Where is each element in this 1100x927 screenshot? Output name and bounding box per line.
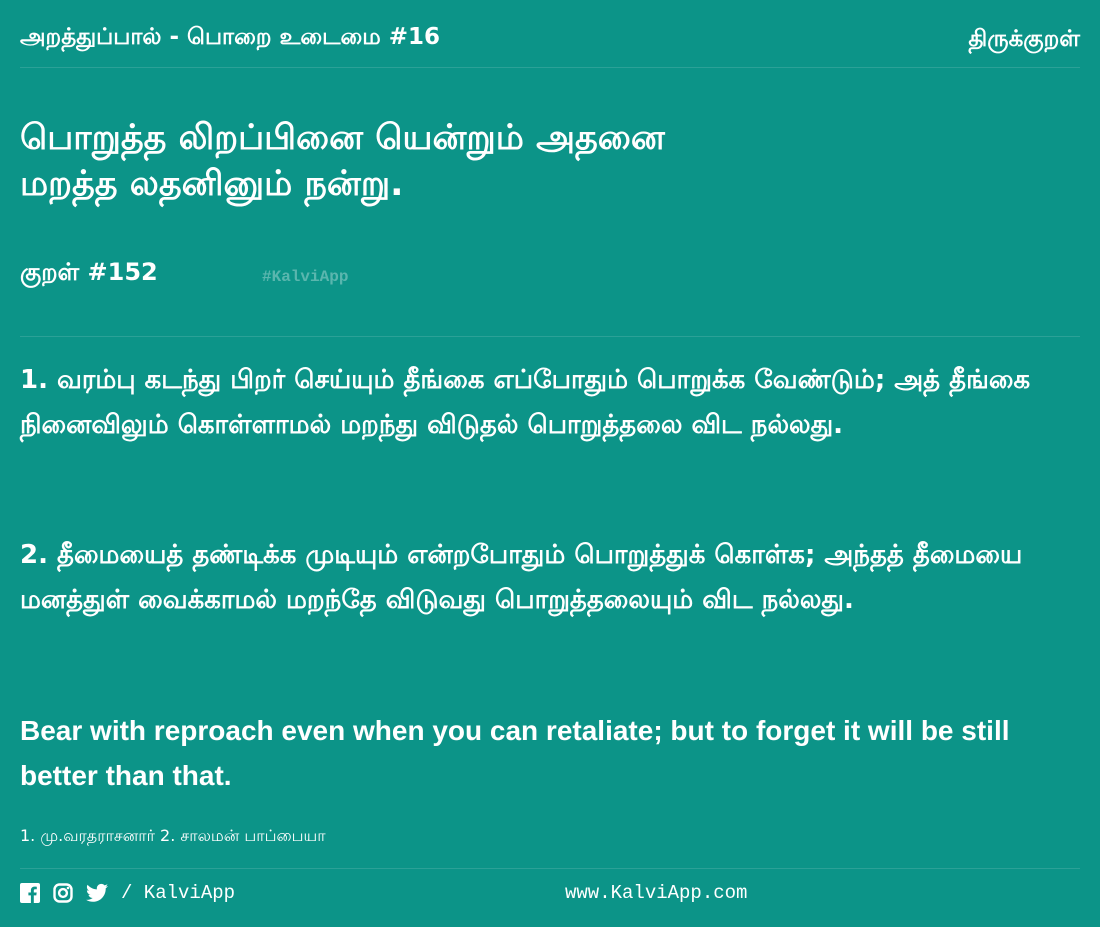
- footer-divider: [20, 868, 1080, 869]
- explanation-authors: 1. மு.வரதராசனார் 2. சாலமன் பாப்பையா: [20, 826, 326, 845]
- english-translation: Bear with reproach even when you can retaliate; but to forget it will be still better than that.: [20, 715, 1010, 791]
- social-links: [20, 882, 235, 904]
- header: [20, 24, 1080, 58]
- brand-title: திருக்குறள்: [968, 26, 1080, 52]
- explanation-2: 2. தீமையைத் தண்டிக்க முடியும் என்றபோதும் பொறுத்துக் கொள்க; அந்தத் தீமையை மனத்துள் வைக்காமல் மறந்தே விடுவது பொறுத்தலையும் விட நல்லது.: [20, 540, 1023, 615]
- instagram-icon[interactable]: [53, 883, 73, 903]
- watermark-hashtag: #KalviApp: [262, 268, 349, 286]
- kural-line-2: மறத்த லதனினும் நன்று.: [20, 164, 404, 204]
- kural-number: குறள் #152: [20, 258, 158, 286]
- kural-verse: [20, 115, 665, 207]
- social-handle: / KalviApp: [121, 882, 236, 904]
- explanation-1: 1. வரம்பு கடந்து பிறர் செய்யும் தீங்கை எப்போதும் பொறுக்க வேண்டும்; அத் தீங்கை நினைவிலும் கொள்ளாமல் மறந்து விடுதல் பொறுத்தலை விட நல்லது.: [20, 365, 1031, 440]
- kural-meta: [20, 258, 720, 294]
- footer: [20, 876, 1080, 910]
- header-divider: [20, 67, 1080, 68]
- page: [20, 0, 1080, 927]
- twitter-icon[interactable]: [86, 883, 106, 903]
- chapter-title: அறத்துப்பால் - பொறை உடைமை #16: [20, 24, 440, 50]
- section-divider: [20, 336, 1080, 337]
- website-link[interactable]: www.KalviApp.com: [565, 882, 748, 904]
- kural-line-1: பொறுத்த லிறப்பினை யென்றும் அதனை: [20, 118, 665, 158]
- facebook-icon[interactable]: [20, 883, 40, 903]
